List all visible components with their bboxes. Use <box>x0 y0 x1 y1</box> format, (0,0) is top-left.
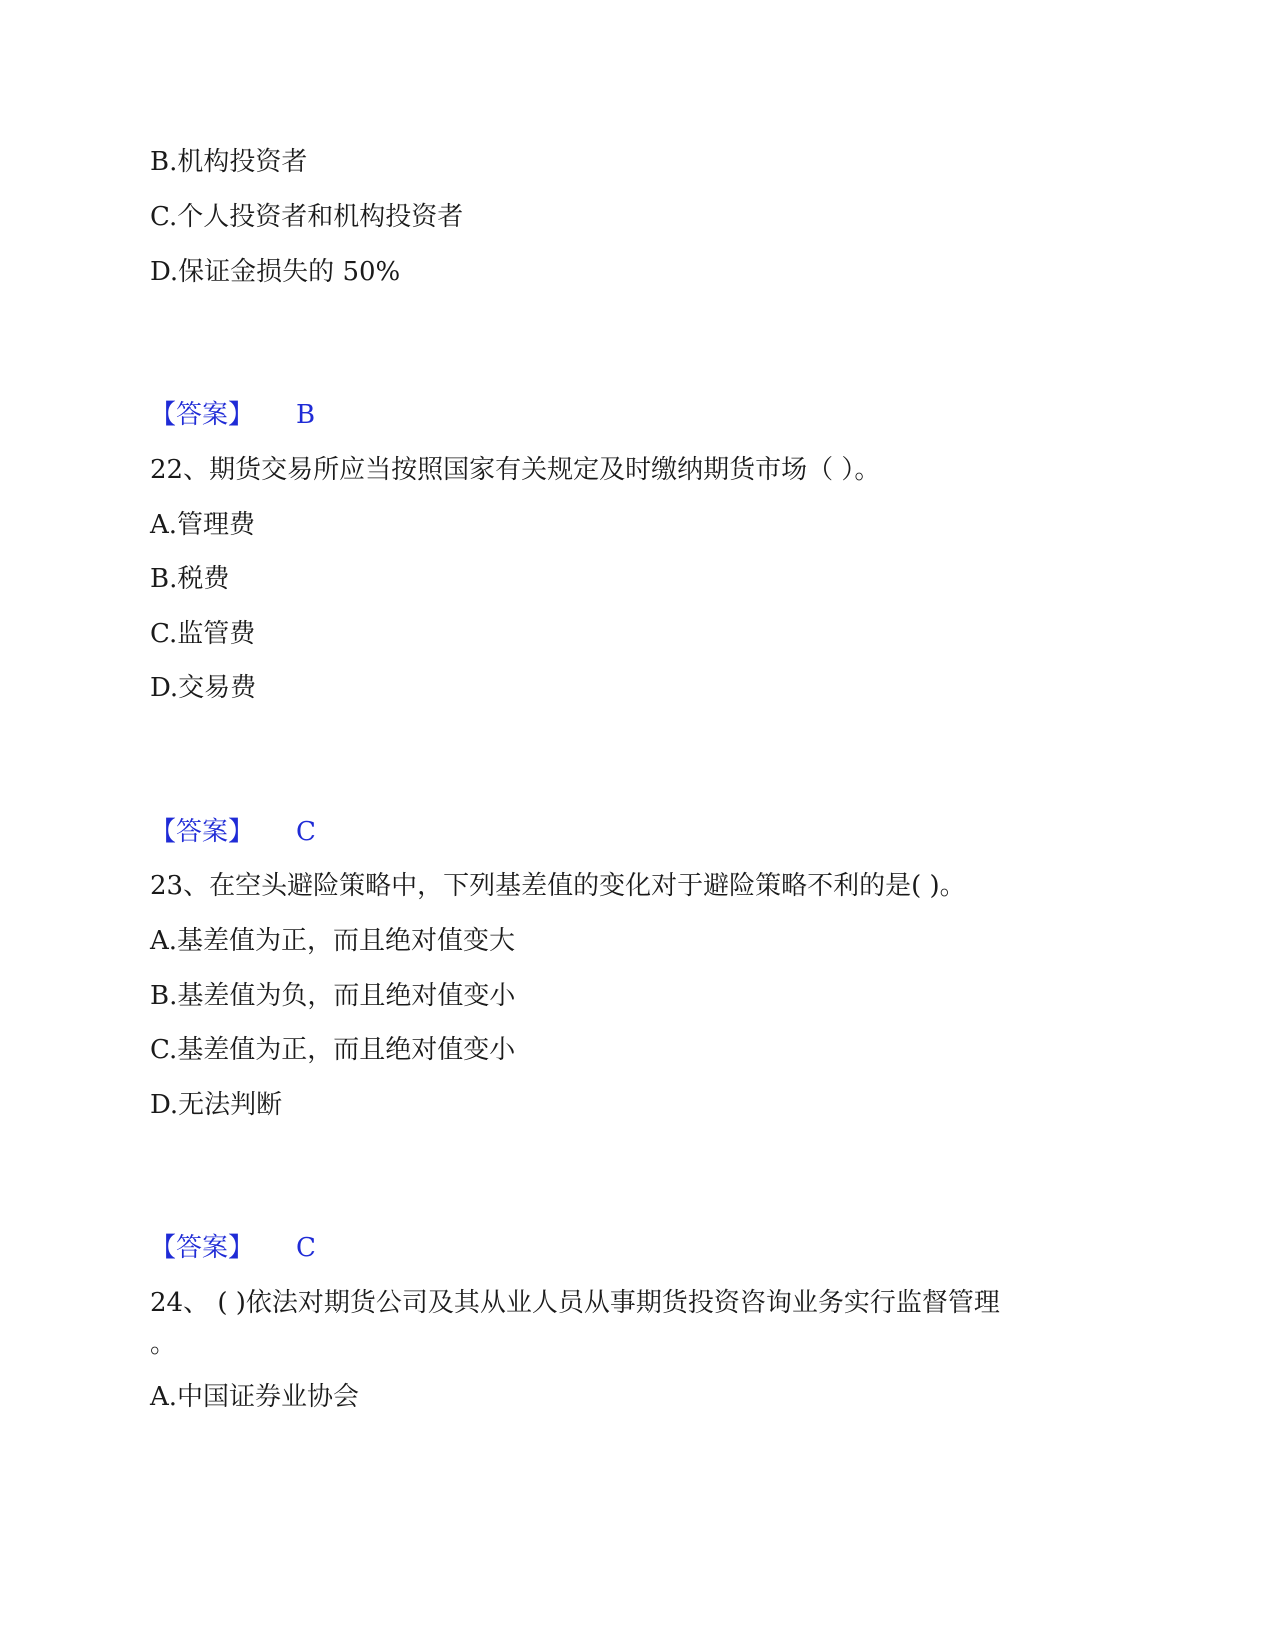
q23-answer <box>150 1232 316 1264</box>
q22-option-c: C.监管费 <box>150 619 256 649</box>
answer-label: 【答案】 <box>150 817 255 847</box>
q23-option-a: A.基差值为正，而且绝对值变大 <box>150 926 516 956</box>
q22-question: 22、期货交易所应当按照国家有关规定及时缴纳期货市场（ ）。 <box>150 455 881 485</box>
answer-label: 【答案】 <box>150 1233 255 1263</box>
q21-option-b: B.机构投资者 <box>150 147 308 177</box>
q23-option-b: B.基差值为负，而且绝对值变小 <box>150 981 516 1011</box>
q21-option-d: D.保证金损失的 50% <box>150 257 401 287</box>
q22-answer <box>150 816 316 848</box>
q23-question: 23、在空头避险策略中，下列基差值的变化对于避险策略不利的是( )。 <box>150 871 966 901</box>
answer-label: 【答案】 <box>150 400 255 430</box>
q21-option-c: C.个人投资者和机构投资者 <box>150 202 464 232</box>
q21-answer <box>150 399 315 431</box>
answer-value: C <box>296 1233 316 1263</box>
q24-question-line2: 。 <box>150 1329 177 1359</box>
q22-option-b: B.税费 <box>150 564 230 594</box>
q22-option-a: A.管理费 <box>150 510 256 540</box>
q24-question-line1: 24、 ( )依法对期货公司及其从业人员从事期货投资咨询业务实行监督管理 <box>150 1288 1000 1318</box>
q22-option-d: D.交易费 <box>150 673 257 703</box>
answer-value: C <box>296 817 316 847</box>
answer-value: B <box>296 400 316 430</box>
q24-option-a: A.中国证券业协会 <box>150 1382 360 1412</box>
q23-option-c: C.基差值为正，而且绝对值变小 <box>150 1035 516 1065</box>
q23-option-d: D.无法判断 <box>150 1090 283 1120</box>
